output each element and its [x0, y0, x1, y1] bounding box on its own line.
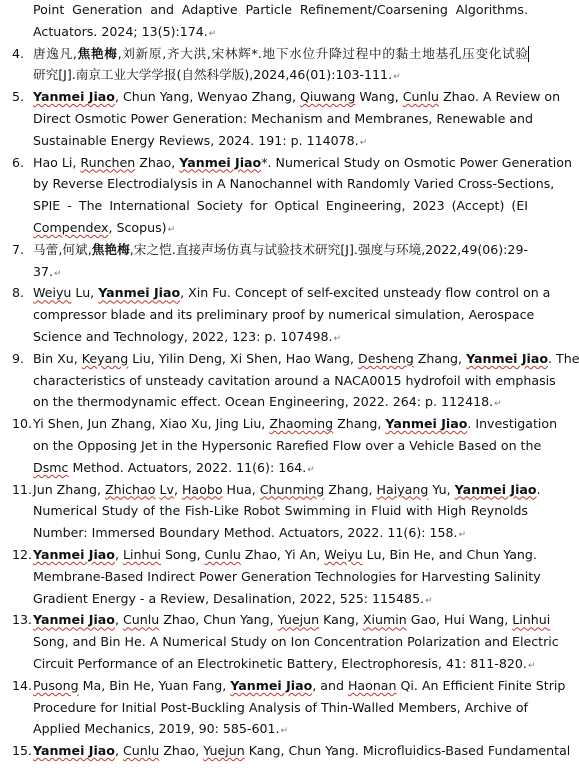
reference-text: . Investigation: [467, 416, 558, 432]
paragraph-mark-icon: ↵: [307, 464, 315, 475]
reference-line: [33, 89, 561, 105]
reference-text: .: [536, 481, 541, 497]
reference-text: Circuit Performance of an Electrokinetic Battery, Electrophoresis, 41: 811-820.: [33, 656, 527, 671]
reference-text: 37.: [33, 263, 54, 279]
reference-line: [33, 372, 556, 389]
reference-number: 7.: [12, 241, 25, 257]
reference-text: Yuejun: [277, 612, 320, 628]
author-highlight: Yanmei Jiao: [466, 350, 549, 366]
reference-text: Song, and Bin He. A Numerical Study on Ion Concentration Polarization and Electric: [33, 634, 559, 650]
reference-text: Zhao. A Review on: [439, 89, 561, 105]
reference-line: [33, 547, 537, 563]
reference-text: SPIE - The International Society for Optical Engineering, 2023 (Accept) (EI: [33, 198, 528, 214]
reference-line: [33, 111, 534, 127]
reference-text: Haonan: [347, 677, 397, 693]
reference-number: 15.: [12, 743, 33, 759]
reference-text: Pusong: [33, 677, 79, 693]
reference-text: ,: [114, 743, 123, 759]
reference-number: 12.: [12, 547, 33, 562]
reference-text: Linhui: [122, 547, 161, 562]
author-highlight: Yanmei Jiao: [385, 416, 468, 432]
reference-number: 8.: [12, 285, 25, 301]
reference-line: [33, 329, 528, 347]
reference-text: Compendex: [33, 220, 109, 235]
reference-text: 马蕾,何斌,: [33, 241, 92, 257]
reference-text: , and: [312, 677, 348, 693]
paragraph-mark-icon: ↵: [527, 661, 536, 671]
reference-line: [33, 634, 559, 650]
reference-text: Zhao, Chun Yang,: [159, 612, 278, 628]
reference-line: [33, 242, 528, 258]
reference-text: 唐逸凡,: [33, 45, 77, 61]
reference-line: [33, 416, 558, 432]
reference-text: Lu, Bin He, and Chun Yang.: [362, 547, 537, 562]
reference-text: Xiumin: [362, 612, 407, 628]
author-highlight: 焦艳梅: [76, 45, 118, 61]
reference-line: [33, 2, 528, 18]
reference-number: 6.: [12, 154, 25, 170]
reference-text: , Scopus): [108, 220, 167, 235]
reference-number: 14.: [12, 677, 33, 693]
reference-line: [33, 133, 528, 151]
reference-line: [33, 743, 571, 759]
reference-number: 11.: [12, 481, 33, 497]
reference-text: Cunlu: [122, 743, 160, 759]
reference-text: Zhang,: [333, 416, 386, 432]
reference-text: Point Generation and Adaptive Particle Refinement/Coarsening Algorithms.: [33, 2, 528, 17]
paragraph-mark-icon: ↵: [393, 72, 401, 83]
author-highlight: Yanmei Jiao: [33, 743, 115, 759]
reference-line: [33, 460, 528, 478]
reference-number: 10.: [12, 416, 33, 432]
reference-text: , Chun Yang, Wenyao Zhang,: [114, 89, 300, 105]
reference-text: on the thermodynamic effect. Ocean Engineering, 2022. 264: p. 112418.: [33, 394, 494, 410]
reference-line: [33, 67, 528, 85]
reference-text: Zhaoming: [269, 416, 334, 432]
reference-text: Lu,: [71, 285, 99, 301]
reference-line: [33, 350, 579, 367]
paragraph-mark-icon: ↵: [425, 595, 433, 606]
reference-text: Kang, Chun Yang. Microfluidics-Based Fundamental: [244, 743, 571, 759]
reference-line: [33, 481, 541, 498]
reference-number: 9.: [12, 350, 25, 366]
reference-text: ,: [173, 481, 182, 497]
author-highlight: Yanmei Jiao: [33, 89, 115, 105]
reference-line: [33, 721, 528, 739]
reference-line: [33, 591, 528, 609]
reference-line: [33, 46, 528, 62]
reference-text: Bin Xu,: [33, 350, 82, 366]
reference-text: Desheng: [358, 350, 414, 366]
reference-line: [33, 656, 536, 674]
reference-line: [33, 525, 528, 543]
reference-text: Haiyang: [376, 481, 429, 497]
reference-text: Weiyu: [33, 285, 72, 301]
reference-text: Liu, Yilin Deng, Xi Shen, Hao Wang,: [128, 350, 359, 366]
reference-text: Zhang,: [413, 350, 467, 366]
reference-text: Gradient Energy - a Review, Desalination, 2022, 525: 115485.: [33, 590, 425, 606]
paragraph-mark-icon: ↵: [359, 137, 368, 148]
reference-text: Cunlu: [204, 547, 241, 562]
reference-text: Cunlu: [122, 612, 160, 628]
reference-line: [33, 612, 551, 628]
reference-text: Keyang: [81, 350, 129, 366]
reference-text: Gao, Hui Wang,: [406, 612, 513, 628]
reference-text: , Xin Fu. Concept of self-excited unsteady flow control on a: [180, 285, 551, 301]
reference-line: [33, 285, 551, 301]
reference-text: characteristics of unsteady cavitation around a NACA0015 hydrofoil with emphasis: [33, 372, 556, 388]
reference-text: Zhao, Yi An,: [240, 547, 325, 562]
reference-text: Song,: [160, 547, 205, 562]
reference-text: on the Opposing Jet in the Hypersonic Rarefied Flow over a Vehicle Based on the: [33, 438, 542, 453]
reference-line: [33, 503, 528, 519]
reference-text: Hao Li,: [33, 154, 81, 170]
reference-text: Weiyu: [324, 547, 363, 562]
reference-text: Chunming: [259, 481, 325, 497]
reference-text: Yu,: [428, 481, 455, 497]
reference-text: ,: [114, 612, 123, 628]
author-highlight: Yanmei Jiao: [230, 677, 313, 693]
reference-text: Lv: [159, 481, 174, 497]
reference-text: Wang,: [355, 89, 403, 105]
reference-text: by Reverse Electrodialysis in A Nanochannel with Randomly Varied Cross-Sections,: [33, 176, 555, 192]
reference-text: compressor blade and its preliminary proof by numerical simulation, Aerospace: [33, 307, 535, 323]
reference-line: [33, 394, 528, 412]
paragraph-mark-icon: ↵: [494, 399, 502, 410]
reference-text: Jun Zhang,: [33, 481, 105, 497]
paragraph-mark-icon: ↵: [54, 268, 62, 279]
reference-line: [33, 198, 528, 214]
reference-text: . The: [548, 350, 579, 366]
reference-line: [33, 700, 528, 716]
reference-text: Direct Osmotic Power Generation: Mechanism and Membranes, Renewable and: [33, 111, 534, 126]
reference-text: Zhang,: [324, 481, 377, 497]
text-cursor: [528, 46, 529, 62]
reference-text: ,: [114, 547, 123, 562]
reference-text: Sustainable Energy Reviews, 2024. 191: p. 114078.: [33, 132, 359, 148]
author-highlight: Yanmei Jiao: [98, 285, 181, 301]
reference-text: Zhao,: [159, 743, 204, 759]
reference-text: Yi Shen, Jun Zhang, Xiao Xu, Jing Liu,: [33, 416, 270, 432]
reference-text: Haobo: [181, 481, 223, 497]
reference-text: Procedure for Initial Post-Buckling Analysis of Thin-Walled Members, Archive of: [33, 699, 528, 715]
reference-line: [33, 154, 572, 171]
reference-text: 研究[J].南京工业大学学报(自然科学版),2024,46(01):103-111.: [33, 67, 393, 83]
author-highlight: 焦艳梅: [91, 241, 130, 257]
reference-line: [33, 677, 566, 694]
reference-line: [33, 24, 528, 42]
reference-text: Method. Actuators, 2022. 11(6): 164.: [68, 459, 307, 475]
reference-text: Yuejun: [203, 743, 245, 759]
reference-text: *. Numerical Study on Osmotic Power Generation: [261, 154, 572, 170]
reference-line: [33, 438, 542, 454]
reference-line: [33, 220, 528, 238]
author-highlight: Yanmei Jiao: [33, 612, 115, 628]
author-highlight: Yanmei Jiao: [454, 481, 537, 497]
reference-text: Dsmc: [33, 459, 69, 475]
reference-text: Zhichao: [105, 481, 156, 497]
paragraph-mark-icon: ↵: [208, 28, 217, 39]
reference-text: Actuators. 2024; 13(5):174.: [33, 23, 208, 39]
reference-number: 4.: [12, 45, 25, 61]
author-highlight: Yanmei Jiao: [33, 547, 115, 562]
reference-text: Science and Technology, 2022, 123: p. 107498.: [33, 329, 333, 344]
reference-text: Linhui: [512, 612, 551, 628]
reference-text: Qi. An Efficient Finite Strip: [396, 677, 566, 693]
reference-text: Qiuwang: [300, 89, 356, 105]
paragraph-mark-icon: ↵: [458, 530, 467, 541]
reference-line: [33, 307, 535, 323]
reference-text: Kang,: [319, 612, 363, 628]
paragraph-mark-icon: ↵: [167, 225, 176, 235]
reference-number: 5.: [12, 89, 25, 105]
reference-text: Number: Immersed Boundary Method. Actuators, 2022. 11(6): 158.: [33, 525, 458, 541]
reference-text: Hua,: [222, 481, 260, 497]
reference-text: ,宋之恺.直接声场仿真与试验技术研究[J].强度与环境,2022,49(06):29-: [129, 241, 528, 257]
reference-line: [33, 264, 528, 282]
reference-text: Runchen: [80, 154, 136, 170]
reference-text: Applied Mechanics, 2019, 90: 585-601.: [33, 721, 280, 737]
reference-line: [33, 568, 541, 585]
reference-text: Numerical Study of the Fish-Like Robot Swimming in Fluid with High Reynolds: [33, 503, 528, 519]
reference-text: Membrane-Based Indirect Power Generation Technologies for Harvesting Salinity: [33, 568, 541, 584]
reference-text: ,刘新原,齐大洪,宋林辉*.地下水位升降过程中的黏土地基孔压变化试验: [117, 45, 529, 61]
reference-line: [33, 176, 555, 192]
paragraph-mark-icon: ↵: [280, 726, 289, 737]
reference-number: 13.: [12, 612, 33, 628]
reference-text: Ma, Bin He, Yuan Fang,: [78, 677, 231, 693]
reference-text: Cunlu: [402, 89, 439, 105]
paragraph-mark-icon: ↵: [333, 334, 342, 344]
reference-text: Zhao,: [135, 154, 180, 170]
author-highlight: Yanmei Jiao: [179, 154, 262, 170]
